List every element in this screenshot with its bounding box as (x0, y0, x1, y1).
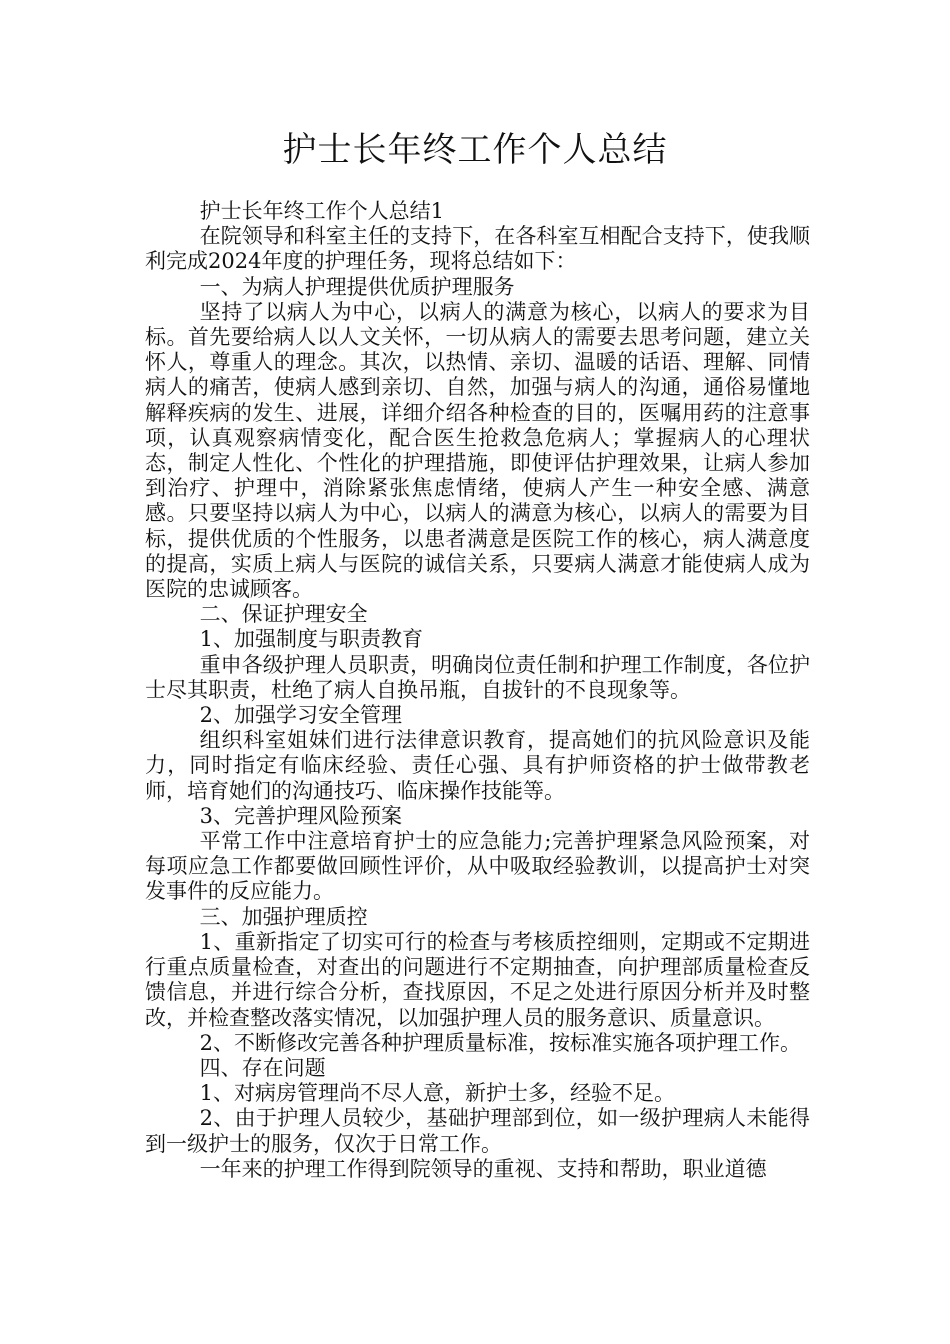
subsection-heading: 1、加强制度与职责教育 (199, 627, 423, 652)
body-paragraph: 2、由于护理人员较少，基础护理部到位，如一级护理病人未能得到一级护士的服务，仅次于日常工作。 (145, 1106, 810, 1156)
subsection-heading: 2、加强学习安全管理 (199, 703, 402, 728)
document-title: 护士长年终工作个人总结 (282, 130, 668, 170)
body-paragraph: 平常工作中注意培育护士的应急能力;完善护理紧急风险预案，对每项应急工作都要做回顾性评价，从中吸取经验教训，以提高护士对突发事件的反应能力。 (145, 829, 810, 904)
intro-paragraph: 在院领导和科室主任的支持下，在各科室互相配合支持下，使我顺利完成2024年度的护理任务，现将总结如下： (145, 224, 810, 274)
section-heading: 一、为病人护理提供优质护理服务 (199, 274, 515, 299)
body-paragraph: 一年来的护理工作得到院领导的重视、支持和帮助，职业道德 (199, 1156, 767, 1181)
subsection-heading: 3、完善护理风险预案 (199, 803, 402, 828)
section-heading-1: 护士长年终工作个人总结1 (199, 199, 444, 223)
body-paragraph: 坚持了以病人为中心，以病人的满意为核心，以病人的要求为目标。首先要给病人以人文关怀，一切从病人的需要去思考问题，建立关怀人，尊重人的理念。其次，以热情、亲切、温暖的话语、理解、同情病人的痛苦，使病人感到亲切、自然，加强与病人的沟通，通俗易懂地解释疾病的发生、进展，详细介绍各种检查的目的，医嘱用药的注意事项，认真观察病情变化，配合医生抢救急危病人；掌握病人的心理状态，制定人性化、个性化的护理措施，即使评估护理效果，让病人参加到治疗、护理中，消除紧张焦虑情绪，使病人产生一种安全感、满意感。只要坚持以病人为中心，以病人的满意为核心，以病人的需要为目标，提供优质的个性服务，以患者满意是医院工作的核心，病人满意度的提高，实质上病人与医院的诚信关系，只要病人满意才能使病人成为医院的忠诚顾客。 (145, 299, 810, 602)
body-paragraph: 组织科室姐妹们进行法律意识教育，提高她们的抗风险意识及能力，同时指定有临床经验、责任心强、具有护师资格的护士做带教老师，培育她们的沟通技巧、临床操作技能等。 (145, 728, 810, 803)
document-body (145, 199, 810, 1182)
body-paragraph: 重申各级护理人员职责，明确岗位责任制和护理工作制度，各位护士尽其职责，杜绝了病人自换吊瓶，自拔针的不良现象等。 (145, 652, 810, 702)
body-paragraph: 1、对病房管理尚不尽人意，新护士多，经验不足。 (199, 1081, 675, 1106)
section-heading: 三、加强护理质控 (199, 904, 368, 929)
body-paragraph: 1、重新指定了切实可行的检查与考核质控细则，定期或不定期进行重点质量检查，对查出的问题进行不定期抽查，向护理部质量检查反馈信息，并进行综合分析，查找原因，不足之处进行原因分析并及时整改，并检查整改落实情况，以加强护理人员的服务意识、质量意识。 (145, 929, 810, 1030)
section-heading: 四、存在问题 (199, 1055, 326, 1080)
body-paragraph: 2、不断修改完善各种护理质量标准，按标准实施各项护理工作。 (199, 1030, 801, 1055)
section-heading: 二、保证护理安全 (199, 602, 368, 627)
